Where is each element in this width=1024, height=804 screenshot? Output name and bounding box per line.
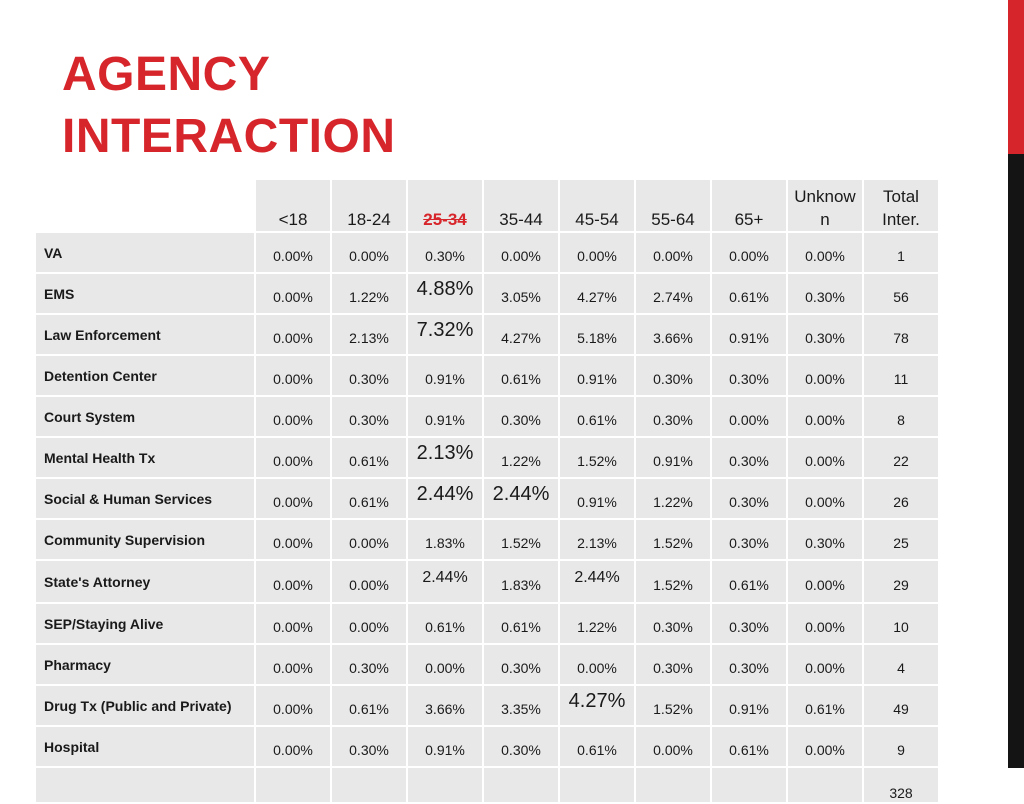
accent-bar-black: [1008, 154, 1024, 768]
column-header: 25-34: [408, 180, 482, 231]
total-cell: 26: [864, 479, 938, 518]
percent-cell: 0.91%: [712, 315, 786, 354]
column-header: 35-44: [484, 180, 558, 231]
percent-cell: 0.30%: [712, 645, 786, 684]
percent-cell: 1.22%: [484, 438, 558, 477]
percent-cell: 0.00%: [256, 274, 330, 313]
percent-cell: 0.00%: [256, 604, 330, 643]
accent-bar-red: [1008, 0, 1024, 154]
percent-cell: 0.00%: [788, 397, 862, 436]
percent-cell: 0.61%: [560, 397, 634, 436]
row-label: Mental Health Tx: [36, 438, 254, 477]
percent-cell: 3.66%: [636, 315, 710, 354]
agency-interaction-table: [34, 178, 940, 804]
percent-cell: 0.30%: [636, 645, 710, 684]
percent-cell: 0.00%: [788, 561, 862, 602]
table-row: [36, 727, 938, 766]
table-row: [36, 438, 938, 477]
percent-cell: 1.83%: [408, 520, 482, 559]
percent-cell: 0.00%: [332, 561, 406, 602]
row-label: Law Enforcement: [36, 315, 254, 354]
percent-cell: 0.30%: [788, 274, 862, 313]
percent-cell: 0.61%: [332, 479, 406, 518]
percent-cell: 0.61%: [408, 604, 482, 643]
percent-cell: 0.30%: [484, 397, 558, 436]
percent-cell: 0.00%: [712, 397, 786, 436]
percent-cell: 0.61%: [788, 686, 862, 725]
empty-cell: [408, 768, 482, 802]
total-cell: 78: [864, 315, 938, 354]
percent-cell: 0.61%: [712, 727, 786, 766]
total-cell: 9: [864, 727, 938, 766]
table-row: [36, 356, 938, 395]
row-label: EMS: [36, 274, 254, 313]
percent-cell: 0.30%: [712, 520, 786, 559]
row-label: Community Supervision: [36, 520, 254, 559]
percent-cell: 0.30%: [332, 397, 406, 436]
percent-cell: 0.91%: [408, 356, 482, 395]
percent-cell: 4.27%: [484, 315, 558, 354]
percent-cell: 0.91%: [560, 356, 634, 395]
percent-cell: 0.61%: [712, 274, 786, 313]
title-line-2: INTERACTION: [62, 110, 396, 163]
total-cell: 4: [864, 645, 938, 684]
percent-cell: 0.30%: [332, 645, 406, 684]
percent-cell: 0.00%: [332, 604, 406, 643]
empty-cell: [560, 768, 634, 802]
row-label: Social & Human Services: [36, 479, 254, 518]
empty-cell: [788, 768, 862, 802]
header-corner: [36, 180, 254, 231]
percent-cell: 0.00%: [256, 479, 330, 518]
percent-cell: 1.22%: [560, 604, 634, 643]
percent-cell: 0.00%: [332, 233, 406, 272]
row-label: Drug Tx (Public and Private): [36, 686, 254, 725]
percent-cell: 0.30%: [332, 356, 406, 395]
percent-cell: 0.30%: [332, 727, 406, 766]
total-cell: 29: [864, 561, 938, 602]
total-cell: 56: [864, 274, 938, 313]
percent-cell: 0.30%: [484, 645, 558, 684]
row-label: Detention Center: [36, 356, 254, 395]
percent-cell: 0.00%: [788, 438, 862, 477]
percent-cell: 4.27%: [560, 686, 634, 725]
percent-cell: 0.30%: [712, 438, 786, 477]
percent-cell: 0.30%: [712, 604, 786, 643]
percent-cell: 0.91%: [712, 686, 786, 725]
empty-cell: [484, 768, 558, 802]
percent-cell: 0.00%: [256, 727, 330, 766]
percent-cell: 0.91%: [408, 727, 482, 766]
percent-cell: 0.30%: [484, 727, 558, 766]
percent-cell: 0.61%: [560, 727, 634, 766]
column-header: Total Inter.: [864, 180, 938, 231]
percent-cell: 2.13%: [408, 438, 482, 477]
percent-cell: 0.00%: [636, 233, 710, 272]
total-cell: 8: [864, 397, 938, 436]
column-header: <18: [256, 180, 330, 231]
empty-cell: [36, 768, 254, 802]
percent-cell: 1.22%: [332, 274, 406, 313]
column-header: 55-64: [636, 180, 710, 231]
table-row: [36, 686, 938, 725]
percent-cell: 1.52%: [636, 561, 710, 602]
percent-cell: 0.30%: [788, 315, 862, 354]
percent-cell: 0.00%: [256, 520, 330, 559]
percent-cell: 0.30%: [788, 520, 862, 559]
percent-cell: 0.00%: [484, 233, 558, 272]
row-label: SEP/Staying Alive: [36, 604, 254, 643]
row-label: Hospital: [36, 727, 254, 766]
percent-cell: 0.61%: [332, 438, 406, 477]
column-header: Unknow n: [788, 180, 862, 231]
percent-cell: 0.30%: [636, 356, 710, 395]
total-cell: 22: [864, 438, 938, 477]
percent-cell: 0.00%: [788, 233, 862, 272]
table-row: [36, 645, 938, 684]
table-row: [36, 233, 938, 272]
percent-cell: 0.00%: [712, 233, 786, 272]
percent-cell: 2.44%: [408, 561, 482, 602]
percent-cell: 1.83%: [484, 561, 558, 602]
percent-cell: 0.00%: [256, 438, 330, 477]
table-row: [36, 479, 938, 518]
percent-cell: 1.52%: [484, 520, 558, 559]
percent-cell: 0.00%: [256, 645, 330, 684]
grand-total-row: [36, 768, 938, 802]
empty-cell: [712, 768, 786, 802]
total-cell: 11: [864, 356, 938, 395]
percent-cell: 0.91%: [560, 479, 634, 518]
row-label: Court System: [36, 397, 254, 436]
percent-cell: 1.52%: [560, 438, 634, 477]
percent-cell: 2.44%: [408, 479, 482, 518]
table-header-row: [36, 180, 938, 231]
total-cell: 1: [864, 233, 938, 272]
percent-cell: 3.66%: [408, 686, 482, 725]
total-cell: 25: [864, 520, 938, 559]
percent-cell: 0.00%: [788, 604, 862, 643]
percent-cell: 0.00%: [560, 233, 634, 272]
percent-cell: 0.61%: [484, 604, 558, 643]
empty-cell: [636, 768, 710, 802]
percent-cell: 3.35%: [484, 686, 558, 725]
percent-cell: 0.00%: [636, 727, 710, 766]
percent-cell: 2.44%: [484, 479, 558, 518]
percent-cell: 0.00%: [256, 397, 330, 436]
percent-cell: 0.30%: [712, 356, 786, 395]
row-label: Pharmacy: [36, 645, 254, 684]
page-title: [62, 44, 395, 168]
percent-cell: 0.30%: [636, 604, 710, 643]
title-line-1: AGENCY: [62, 48, 271, 101]
table-row: [36, 397, 938, 436]
percent-cell: 0.00%: [408, 645, 482, 684]
empty-cell: [256, 768, 330, 802]
percent-cell: 1.22%: [636, 479, 710, 518]
percent-cell: 7.32%: [408, 315, 482, 354]
percent-cell: 0.00%: [788, 727, 862, 766]
percent-cell: 0.00%: [256, 356, 330, 395]
total-cell: 49: [864, 686, 938, 725]
percent-cell: 0.30%: [712, 479, 786, 518]
percent-cell: 0.00%: [788, 356, 862, 395]
percent-cell: 2.13%: [560, 520, 634, 559]
percent-cell: 3.05%: [484, 274, 558, 313]
percent-cell: 0.00%: [560, 645, 634, 684]
percent-cell: 1.52%: [636, 686, 710, 725]
percent-cell: 2.13%: [332, 315, 406, 354]
table-row: [36, 520, 938, 559]
percent-cell: 0.61%: [712, 561, 786, 602]
total-cell: 10: [864, 604, 938, 643]
percent-cell: 0.30%: [408, 233, 482, 272]
column-header: 65+: [712, 180, 786, 231]
percent-cell: 0.00%: [256, 561, 330, 602]
percent-cell: 2.74%: [636, 274, 710, 313]
percent-cell: 0.00%: [256, 233, 330, 272]
grand-total-value: 328: [864, 768, 938, 802]
table-row: [36, 561, 938, 602]
row-label: State's Attorney: [36, 561, 254, 602]
percent-cell: 1.52%: [636, 520, 710, 559]
empty-cell: [332, 768, 406, 802]
column-header: 45-54: [560, 180, 634, 231]
row-label: VA: [36, 233, 254, 272]
percent-cell: 4.27%: [560, 274, 634, 313]
percent-cell: 0.61%: [484, 356, 558, 395]
percent-cell: 0.00%: [256, 315, 330, 354]
percent-cell: 0.00%: [788, 645, 862, 684]
percent-cell: 0.30%: [636, 397, 710, 436]
table-row: [36, 604, 938, 643]
percent-cell: 0.00%: [788, 479, 862, 518]
percent-cell: 0.61%: [332, 686, 406, 725]
table-row: [36, 315, 938, 354]
percent-cell: 5.18%: [560, 315, 634, 354]
table-row: [36, 274, 938, 313]
percent-cell: 4.88%: [408, 274, 482, 313]
percent-cell: 0.00%: [256, 686, 330, 725]
percent-cell: 2.44%: [560, 561, 634, 602]
percent-cell: 0.91%: [408, 397, 482, 436]
percent-cell: 0.00%: [332, 520, 406, 559]
percent-cell: 0.91%: [636, 438, 710, 477]
column-header: 18-24: [332, 180, 406, 231]
